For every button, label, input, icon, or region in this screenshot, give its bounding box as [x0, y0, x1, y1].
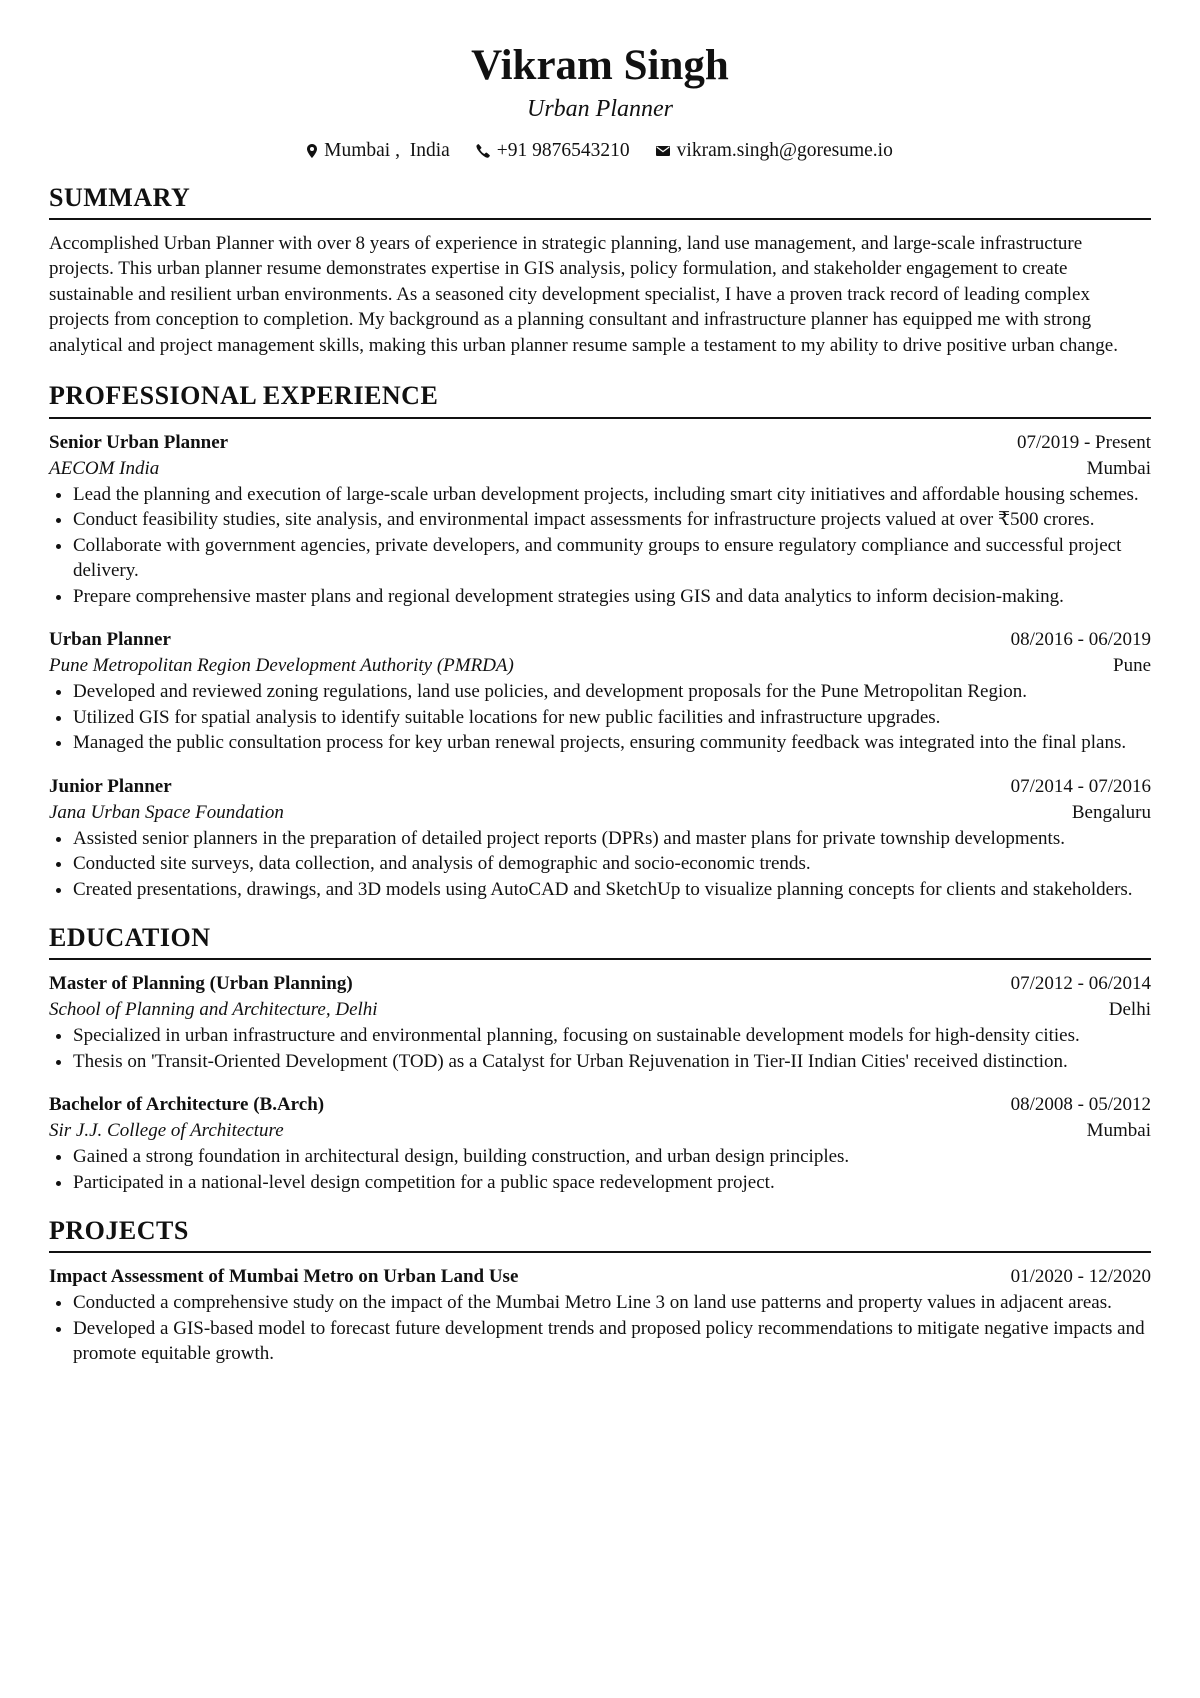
bullet-item: • Created presentations, drawings, and 3D models using AutoCAD and SketchUp to visualize planning concepts for clients and stakeholders. — [73, 877, 1151, 903]
contact-bar — [49, 138, 1151, 163]
job-bullets — [49, 679, 1151, 756]
job-dates: 08/2016 - 06/2019 — [1010, 629, 1151, 651]
email-text: vikram.singh@goresume.io — [676, 140, 893, 162]
bullet-item: • Prepare comprehensive master plans and regional development strategies using GIS and data analytics to inform decision-making. — [73, 584, 1151, 610]
education-entry — [49, 971, 1151, 1074]
education-bullets — [49, 1023, 1151, 1074]
education-dates: 08/2008 - 05/2012 — [1010, 1094, 1151, 1116]
job-title: Urban Planner — [49, 629, 171, 651]
section-title-summary: SUMMARY — [49, 182, 1151, 220]
job-location: Pune — [1113, 655, 1151, 677]
bullet-item: • Collaborate with government agencies, private developers, and community groups to ensure regulatory compliance and successful project delivery. — [73, 533, 1151, 584]
bullet-item: • Conducted a comprehensive study on the impact of the Mumbai Metro Line 3 on land use patterns and property values in adjacent areas. — [73, 1290, 1151, 1316]
school-location: Mumbai — [1086, 1120, 1151, 1142]
bullet-item: • Lead the planning and execution of large-scale urban development projects, including smart city initiatives and affordable housing schemes. — [73, 482, 1151, 508]
job-entry — [49, 627, 1151, 756]
bullet-item: • Thesis on 'Transit-Oriented Development (TOD) as a Catalyst for Urban Rejuvenation in Tier-II Indian Cities' received distinction. — [73, 1049, 1151, 1075]
projects-section — [49, 1215, 1151, 1367]
job-dates: 07/2014 - 07/2016 — [1010, 775, 1151, 797]
section-title-education: EDUCATION — [49, 922, 1151, 960]
envelope-icon — [656, 146, 670, 156]
degree-title: Master of Planning (Urban Planning) — [49, 973, 353, 995]
location-text: Mumbai , India — [324, 140, 450, 162]
summary-text: Accomplished Urban Planner with over 8 years of experience in strategic planning, land use management, and large-scale infrastructure projects. This urban planner resume demonstrates expertise in GIS analysis, policy formulation, and stakeholder engagement to create sustainable and resilient urban environments. As a seasoned city development specialist, I have a proven track record of leading complex projects from conception to completion. My background as a planning consultant and infrastructure planner has equipped me with strong analytical and project management skills, making this urban planner resume sample a testament to my ability to drive positive urban change. — [49, 232, 1118, 356]
candidate-name: Vikram Singh — [471, 42, 729, 89]
bullet-item: • Developed a GIS-based model to forecast future development trends and proposed policy recommendations to mitigate negative impacts and promote equitable growth. — [73, 1316, 1151, 1367]
bullet-item: • Developed and reviewed zoning regulations, land use policies, and development proposals for the Pune Metropolitan Region. — [73, 679, 1151, 705]
school-name: Sir J.J. College of Architecture — [49, 1120, 284, 1142]
section-title-experience: PROFESSIONAL EXPERIENCE — [49, 380, 1151, 418]
experience-section — [49, 380, 1151, 902]
contact-location — [307, 138, 450, 163]
degree-title: Bachelor of Architecture (B.Arch) — [49, 1094, 325, 1116]
education-section — [49, 922, 1151, 1195]
job-title: Junior Planner — [49, 775, 172, 797]
bullet-item: • Assisted senior planners in the preparation of detailed project reports (DPRs) and master plans for private township developments. — [73, 826, 1151, 852]
candidate-role: Urban Planner — [527, 95, 673, 122]
bullet-item: • Conducted site surveys, data collection, and analysis of demographic and socio-economic trends. — [73, 851, 1151, 877]
contact-phone[interactable] — [476, 138, 630, 163]
school-name: School of Planning and Architecture, Delhi — [49, 999, 378, 1021]
project-entry — [49, 1264, 1151, 1367]
bullet-item: • Managed the public consultation process for key urban renewal projects, ensuring community feedback was integrated into the final plans. — [73, 730, 1151, 756]
job-bullets — [49, 826, 1151, 903]
school-location: Delhi — [1108, 999, 1151, 1021]
education-dates: 07/2012 - 06/2014 — [1010, 973, 1151, 995]
job-dates: 07/2019 - Present — [1016, 431, 1151, 453]
project-bullets — [49, 1290, 1151, 1367]
job-location: Bengaluru — [1071, 801, 1151, 823]
map-pin-icon — [307, 144, 317, 158]
job-entry — [49, 774, 1151, 903]
summary-section — [49, 182, 1151, 359]
job-entry — [49, 430, 1151, 610]
bullet-item: • Gained a strong foundation in architectural design, building construction, and urban design principles. — [73, 1144, 1151, 1170]
phone-text: +91 9876543210 — [496, 140, 630, 162]
job-bullets — [49, 482, 1151, 610]
project-dates: 01/2020 - 12/2020 — [1010, 1266, 1151, 1288]
bullet-item: • Participated in a national-level design competition for a public space redevelopment project. — [73, 1170, 1151, 1196]
project-title: Impact Assessment of Mumbai Metro on Urban Land Use — [49, 1266, 519, 1288]
bullet-item: • Specialized in urban infrastructure and environmental planning, focusing on sustainable development models for high-density cities. — [73, 1023, 1151, 1049]
education-entry — [49, 1092, 1151, 1195]
resume-header — [49, 40, 1151, 164]
education-bullets — [49, 1144, 1151, 1195]
bullet-item: • Conduct feasibility studies, site analysis, and environmental impact assessments for infrastructure projects valued at over ₹500 crores. — [73, 507, 1151, 533]
job-location: Mumbai — [1086, 457, 1151, 479]
job-title: Senior Urban Planner — [49, 431, 229, 453]
contact-email[interactable] — [656, 138, 893, 163]
bullet-item: • Utilized GIS for spatial analysis to identify suitable locations for new public facilities and infrastructure upgrades. — [73, 705, 1151, 731]
job-company: Pune Metropolitan Region Development Authority (PMRDA) — [49, 655, 514, 677]
phone-icon — [476, 144, 490, 158]
job-company: Jana Urban Space Foundation — [49, 801, 284, 823]
job-company: AECOM India — [49, 457, 160, 479]
section-title-projects: PROJECTS — [49, 1215, 1151, 1253]
